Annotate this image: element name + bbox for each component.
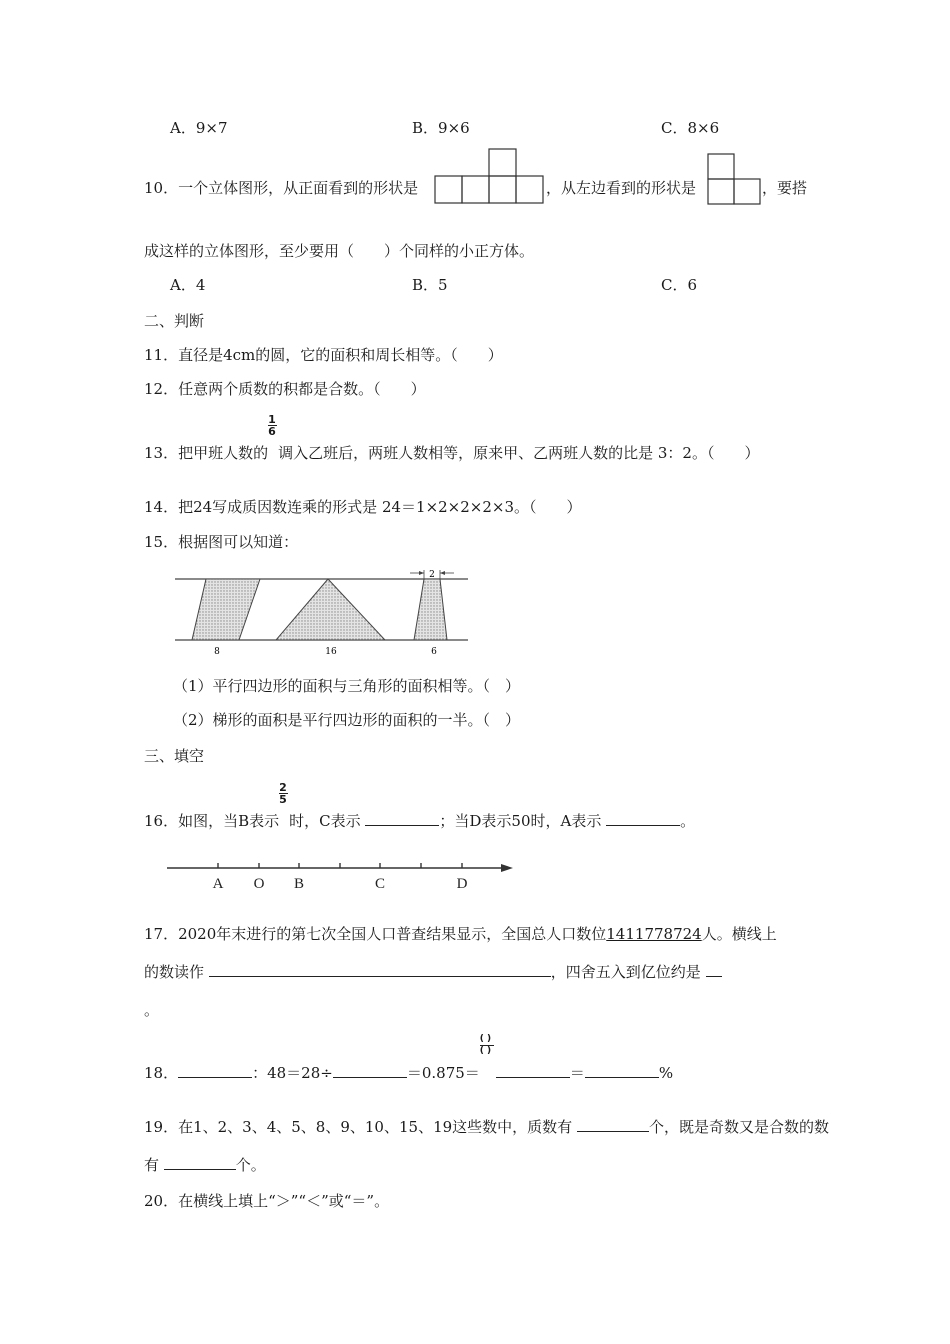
q17-line2a: 的数读作: [144, 963, 205, 981]
q10-suffix: ，要搭: [762, 179, 808, 197]
q17-prefix: 17．2020年末进行的第七次全国人口普查结果显示，全国总人口数位: [144, 925, 607, 943]
q13: [144, 413, 760, 463]
q19-blank-primes[interactable]: [577, 1117, 649, 1132]
q9-option-b: B．9×6: [412, 119, 470, 137]
q16-mid1: 时，C表示: [289, 812, 361, 830]
fraction-denominator: 5: [279, 793, 287, 806]
fraction-denominator: 6: [268, 425, 276, 438]
point-b-label: B: [293, 876, 305, 892]
q17-line2: [144, 962, 722, 982]
q10-option-c: C．6: [661, 276, 698, 294]
q9-option-c: C．8×6: [661, 119, 720, 137]
population-number: 1411778724: [606, 925, 702, 943]
q17-line3: 。: [144, 1001, 160, 1019]
trapezoid-base-label: 6: [431, 647, 437, 657]
q18: [144, 1034, 674, 1083]
q19-line1b: 个，既是奇数又是合数的数: [648, 1118, 829, 1136]
q15-sub1: （1）平行四边形的面积与三角形的面积相等。（ ）: [173, 677, 521, 695]
triangle-base-label: 16: [325, 647, 337, 657]
q16: [144, 781, 696, 831]
section-2-heading: 二、判断: [144, 312, 205, 330]
q18-blank-3[interactable]: [496, 1063, 570, 1078]
q10-prefix: 10．一个立体图形，从正面看到的形状是: [144, 179, 419, 197]
parallelogram-base-label: 8: [214, 647, 220, 657]
fraction-placeholder: [479, 1034, 496, 1078]
fraction-numerator: ( ): [479, 1034, 492, 1044]
q17-line2b: ，四舍五入到亿位约是: [550, 963, 701, 981]
q18-part2: ＝0.875＝: [406, 1064, 480, 1082]
left-view-figure: [707, 153, 763, 205]
q10-mid: ，从左边看到的形状是: [546, 179, 697, 197]
q9-option-a: A．9×7: [170, 119, 228, 137]
q17-blank-reading[interactable]: [209, 962, 551, 977]
q13-prefix: 13．把甲班人数的: [144, 444, 269, 462]
fraction-two-fifths: [279, 781, 289, 826]
q18-blank-4[interactable]: [585, 1063, 659, 1078]
q13-suffix: 调入乙班后，两班人数相等，原来甲、乙两班人数的比是 3：2。（ ）: [278, 444, 760, 462]
fraction-numerator: 2: [279, 781, 287, 794]
q11: 11．直径是4cm的圆，它的面积和周长相等。（ ）: [144, 346, 503, 364]
q19-line1a: 19．在1、2、3、4、5、8、9、10、15、19这些数中，质数有: [144, 1118, 573, 1136]
fraction-denominator: ( ): [479, 1046, 492, 1056]
q10-option-b: B．5: [412, 276, 448, 294]
q17-suffix: 人。横线上: [701, 925, 777, 943]
q19-line2a: 有: [144, 1156, 160, 1174]
q18-blank-2[interactable]: [333, 1063, 407, 1078]
point-c-label: C: [374, 876, 386, 892]
number-line-figure: [165, 858, 517, 894]
trapezoid-shape: [414, 579, 447, 640]
q10-option-a: A．4: [170, 276, 206, 294]
q18-blank-1[interactable]: [178, 1063, 252, 1078]
area-comparison-figure: [172, 566, 472, 658]
q17-line1: [144, 924, 777, 944]
q18-part1: ：48＝28÷: [252, 1064, 333, 1082]
q19-blank-odd-composite[interactable]: [164, 1155, 236, 1170]
triangle-shape: [276, 579, 385, 640]
q17-blank-rounded[interactable]: [706, 962, 722, 977]
section-3-heading: 三、填空: [144, 747, 205, 765]
q16-end: 。: [680, 812, 696, 830]
q16-prefix: 16．如图，当B表示: [144, 812, 280, 830]
q16-blank-c[interactable]: [365, 811, 439, 826]
q18-part3: ＝: [569, 1064, 585, 1082]
q18-part4: %: [658, 1064, 674, 1082]
point-d-label: D: [456, 876, 468, 892]
q10-line2: 成这样的立体图形，至少要用（ ）个同样的小正方体。: [144, 242, 535, 260]
q14: 14．把24写成质因数连乘的形式是 24＝1×2×2×2×3。（ ）: [144, 498, 582, 516]
point-o-label: O: [253, 876, 265, 892]
q19-line2b: 个。: [235, 1156, 266, 1174]
fraction-one-sixth: [268, 413, 278, 458]
q16-mid2: ；当D表示50时，A表示: [439, 812, 602, 830]
q19-line2: [144, 1155, 266, 1175]
parallelogram-shape: [192, 579, 260, 640]
number-line-arrow: [501, 864, 513, 872]
q16-blank-a[interactable]: [606, 811, 680, 826]
q19-line1: [144, 1117, 829, 1137]
fraction-numerator: 1: [268, 413, 276, 426]
front-view-figure: [434, 148, 546, 204]
q18-prefix: 18．: [144, 1064, 179, 1082]
q15-text: 15．根据图可以知道：: [144, 533, 299, 551]
top-width-label: 2: [429, 570, 435, 580]
q15-sub2: （2）梯形的面积是平行四边形的面积的一半。（ ）: [173, 711, 521, 729]
point-a-label: A: [212, 876, 224, 892]
q12: 12．任意两个质数的积都是合数。（ ）: [144, 380, 426, 398]
q20: 20．在横线上填上“＞”“＜”或“＝”。: [144, 1192, 390, 1210]
